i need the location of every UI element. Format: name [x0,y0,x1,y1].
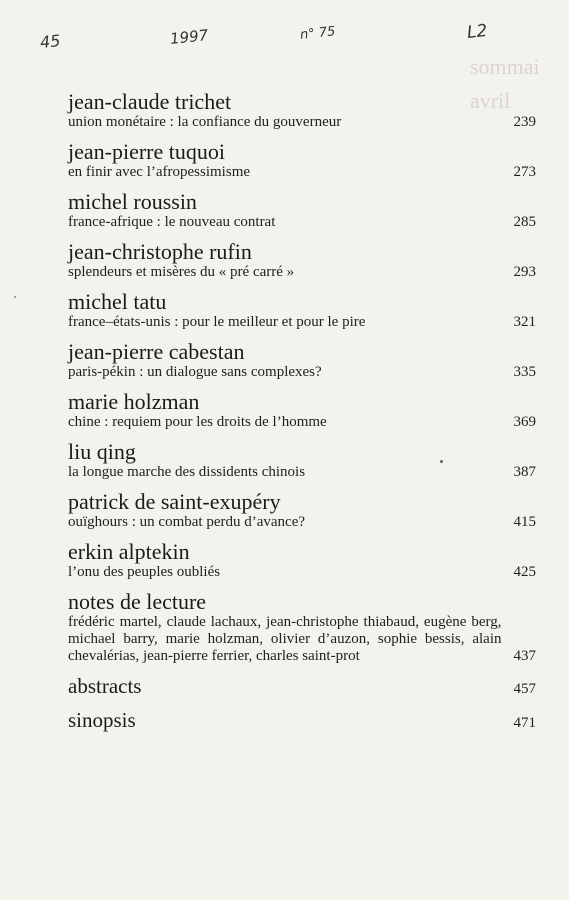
toc-subtitle: ouïghours : un combat perdu d’avance? [68,514,306,530]
bleed-line: sommai [470,54,540,79]
table-of-contents [68,90,536,742]
toc-subtitle: france-afrique : le nouveau contrat [68,214,276,230]
toc-page-number: 471 [513,715,536,731]
toc-page-number: 273 [513,164,536,180]
toc-section-title: sinopsis [68,708,136,732]
toc-subtitle: splendeurs et misères du « pré carré » [68,264,295,280]
toc-author: patrick de saint-exupéry [68,489,281,514]
toc-page-number: 437 [513,648,536,664]
toc-contributors: frédéric martel, claude lachaux, jean-christophe thiabaud, eugène berg, michael barry, marie holzman, olivier d’auzon, sophie bessis, alain chevalérias, jean-pierre ferrier, charles saint-prot [68,614,502,664]
toc-author: jean-claude trichet [68,89,232,114]
toc-page-number: 425 [513,564,536,580]
toc-subtitle: france–états-unis : pour le meilleur et pour le pire [68,314,366,330]
toc-section-title: notes de lecture [68,589,207,614]
toc-entry-notes [68,590,536,665]
toc-entry [68,240,536,281]
toc-author: michel roussin [68,189,197,214]
handwritten-note: n° 75 [299,24,337,43]
toc-entry [68,340,536,381]
toc-author: liu qing [68,439,136,464]
toc-page-number: 415 [513,514,536,530]
toc-page-number: 387 [513,464,536,480]
handwritten-note: 1997 [169,26,210,48]
toc-page-number: 321 [513,314,536,330]
handwritten-note: L2 [466,20,489,44]
toc-author: marie holzman [68,389,200,414]
handwritten-note: 45 [39,30,62,53]
toc-subtitle: la longue marche des dissidents chinois [68,464,306,480]
toc-entry [68,440,536,481]
toc-author: jean-pierre tuquoi [68,139,225,164]
toc-page-number: 457 [513,681,536,697]
toc-author: michel tatu [68,289,167,314]
toc-subtitle: paris-pékin : un dialogue sans complexes? [68,364,322,380]
toc-page-number: 369 [513,414,536,430]
toc-entry [68,540,536,581]
toc-author: erkin alptekin [68,539,190,564]
toc-entry [68,140,536,181]
toc-subtitle: l’onu des peuples oubliés [68,564,221,580]
toc-page-number: 239 [513,114,536,130]
toc-page-number: 285 [513,214,536,230]
toc-entry [68,290,536,331]
toc-entry [68,190,536,231]
toc-entry-sinopsis [68,708,536,732]
toc-subtitle: union monétaire : la confiance du gouverneur [68,114,342,130]
toc-page-number: 335 [513,364,536,380]
toc-author: jean-christophe rufin [68,239,252,264]
toc-subtitle: chine : requiem pour les droits de l’homme [68,414,327,430]
toc-page-number: 293 [513,264,536,280]
bleed-line: avril [470,88,511,113]
toc-entry [68,90,536,131]
toc-entry-abstracts [68,674,536,698]
paper-speck [14,296,16,298]
toc-subtitle: en finir avec l’afropessimisme [68,164,251,180]
toc-section-title: abstracts [68,674,142,698]
toc-author: jean-pierre cabestan [68,339,245,364]
toc-entry [68,490,536,531]
toc-entry [68,390,536,431]
